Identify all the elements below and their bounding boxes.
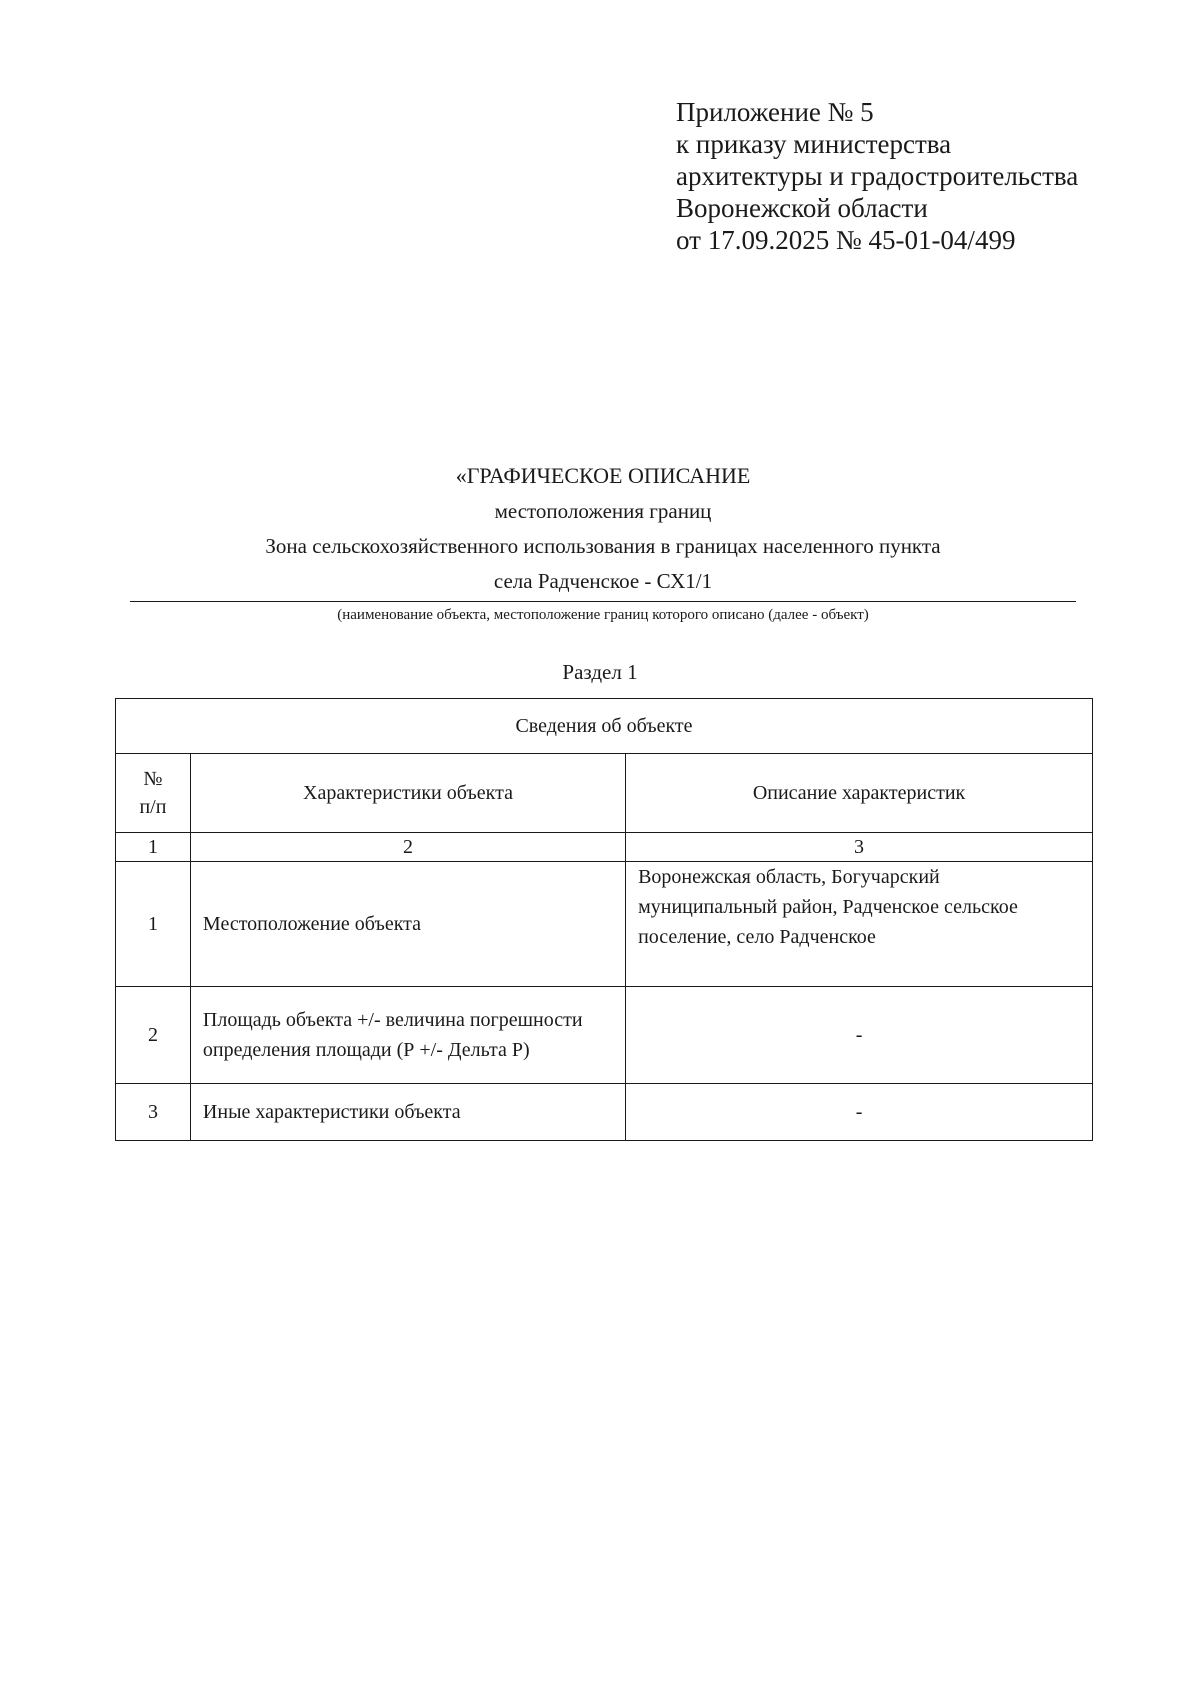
table-row (116, 862, 1093, 987)
object-info-table (115, 698, 1093, 1141)
row-number: 2 (116, 987, 191, 1084)
title-underline (130, 601, 1076, 602)
column-index-row (116, 833, 1093, 862)
header-num-label: № п/п (139, 767, 167, 818)
appendix-line: Воронежской области (676, 193, 928, 223)
header-num (116, 754, 191, 833)
title-subline: местоположения границ (494, 499, 712, 523)
table-row (116, 1084, 1093, 1141)
object-name-continued: села Радченское - СХ1/1 (493, 569, 713, 593)
appendix-line: от 17.09.2025 № 45-01-04/499 (676, 225, 1016, 255)
document-title-block (130, 462, 1076, 626)
column-index: 3 (626, 833, 1093, 862)
row-number: 1 (116, 862, 191, 987)
table-caption-row (116, 699, 1093, 754)
row-description: - (626, 987, 1093, 1084)
header-description: Описание характеристик (626, 754, 1093, 833)
row-number: 3 (116, 1084, 191, 1141)
row-characteristic: Иные характеристики объекта (190, 1084, 625, 1141)
table-caption: Сведения об объекте (116, 699, 1093, 754)
row-characteristic: Местоположение объекта (190, 862, 625, 987)
appendix-header (676, 96, 1156, 256)
document-title: «ГРАФИЧЕСКОЕ ОПИСАНИЕ (455, 463, 751, 488)
row-description: Воронежская область, Богучарский муниципальный район, Радченское сельское поселение, село Радченское (626, 862, 1093, 987)
appendix-line: Приложение № 5 (676, 97, 874, 127)
table-header-row (116, 754, 1093, 833)
table-row (116, 987, 1093, 1084)
row-characteristic: Площадь объекта +/- величина погрешности определения площади (Р +/- Дельта Р) (190, 987, 625, 1084)
appendix-line: архитектуры и градостроительства (676, 161, 1079, 191)
title-caption: (наименование объекта, местоположение границ которого описано (далее - объект) (337, 607, 869, 623)
header-characteristic: Характеристики объекта (190, 754, 625, 833)
appendix-line: к приказу министерства (676, 129, 952, 159)
row-description: - (626, 1084, 1093, 1141)
object-name: Зона сельскохозяйственного использования в границах населенного пункта (265, 534, 941, 558)
column-index: 1 (116, 833, 191, 862)
column-index: 2 (190, 833, 625, 862)
section-label: Раздел 1 (562, 660, 638, 684)
